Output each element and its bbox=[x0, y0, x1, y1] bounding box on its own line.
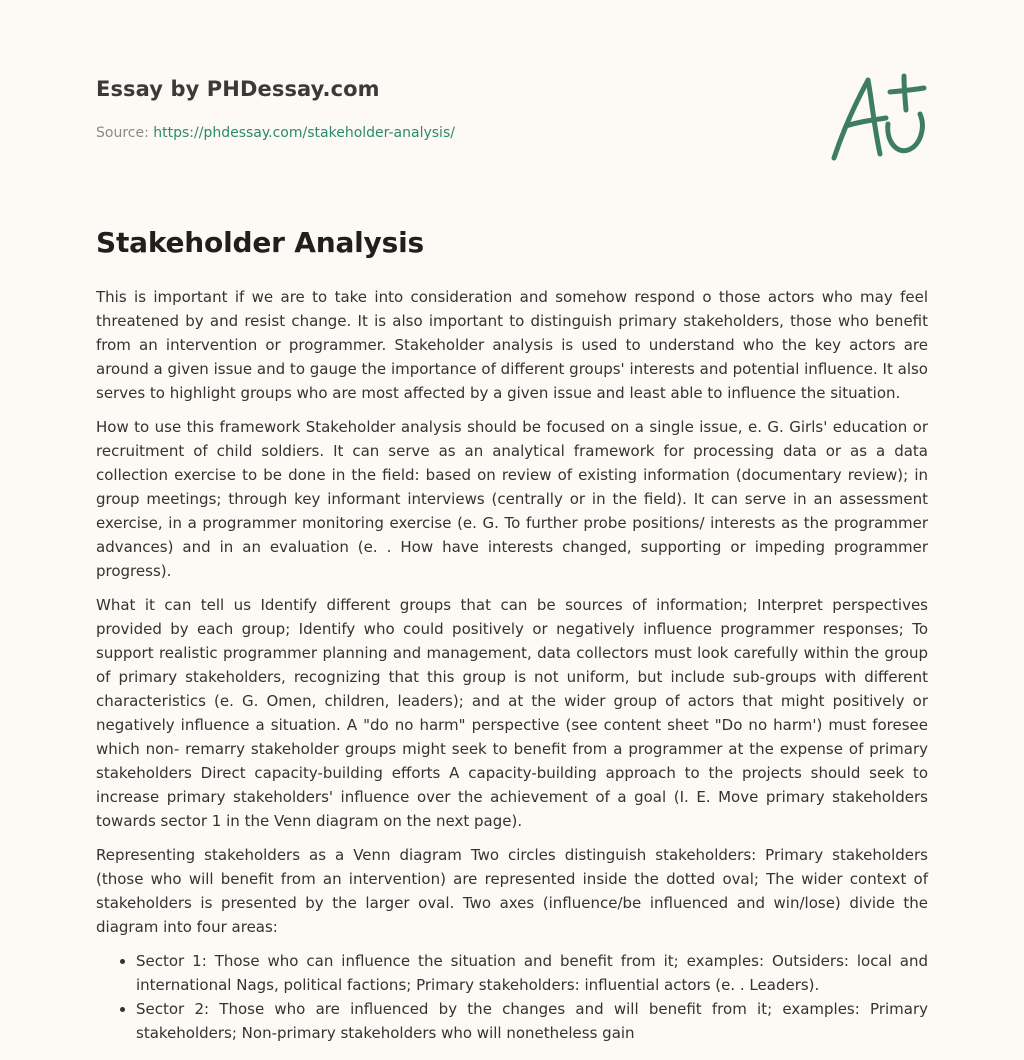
source-link[interactable]: https://phdessay.com/stakeholder-analysis/ bbox=[153, 125, 455, 141]
brand-title: Essay by PHDessay.com bbox=[96, 77, 380, 101]
paragraph: Representing stakeholders as a Venn diagram Two circles distinguish stakeholders: Primary stakeholders (those who will benefit from an intervention) are represented inside the dotted oval; The wider context of stakeholders is presented by the larger oval. Two axes (influence/be influenced and win/lose) divide the diagram into four areas: bbox=[96, 846, 928, 936]
source-label: Source: bbox=[96, 125, 154, 141]
sector-list bbox=[96, 949, 928, 1045]
paragraph: What it can tell us Identify different groups that can be sources of information; Interpret perspectives provided by each group; Identify who could positively or negatively influence programmer responses; To support realistic programmer planning and management, data collectors must look carefully within the group of primary stakeholders, recognizing that this group is not uniform, but include sub-groups with different characteristics (e. G. Omen, children, leaders); and at the wider group of actors that might positively or negatively influence a situation. A "do no harm" perspective (see content sheet "Do no harm') must foresee which non- remarry stakeholder groups might seek to benefit from a programmer at the expense of primary stakeholders Direct capacity-building efforts A capacity-building approach to the projects should seek to increase primary stakeholders' influence over the achievement of a goal (I. E. Move primary stakeholders towards sector 1 in the Venn diagram on the next page). bbox=[96, 596, 928, 830]
article-body bbox=[96, 285, 928, 1045]
a-plus-logo-icon bbox=[828, 68, 932, 164]
list-item: • Sector 2: Those who are influenced by the changes and will benefit from it; examples: Primary stakeholders; Non-primary stakeholders who will nonetheless gain bbox=[136, 997, 928, 1045]
source-line bbox=[96, 125, 455, 141]
page-title: Stakeholder Analysis bbox=[96, 226, 424, 259]
paragraph: How to use this framework Stakeholder analysis should be focused on a single issue, e. G. Girls' education or recruitment of child soldiers. It can serve as an analytical framework for processing data or as a data collection exercise to be done in the field: based on review of existing information (documentary review); in group meetings; through key informant interviews (centrally or in the field). It can serve in an assessment exercise, in a programmer monitoring exercise (e. G. To further probe positions/ interests as the programmer advances) and in an evaluation (e. . How have interests changed, supporting or impeding programmer progress). bbox=[96, 418, 928, 580]
list-item: • Sector 1: Those who can influence the situation and benefit from it; examples: Outsiders: local and international Nags, political factions; Primary stakeholders: influential actors (e. . Leaders). bbox=[136, 949, 928, 997]
header bbox=[96, 0, 928, 180]
paragraph: This is important if we are to take into consideration and somehow respond o those actors who may feel threatened by and resist change. It is also important to distinguish primary stakeholders, those who benefit from an intervention or programmer. Stakeholder analysis is used to understand who the key actors are around a given issue and to gauge the importance of different groups' interests and potential influence. It also serves to highlight groups who are most affected by a given issue and least able to influence the situation. bbox=[96, 288, 928, 402]
